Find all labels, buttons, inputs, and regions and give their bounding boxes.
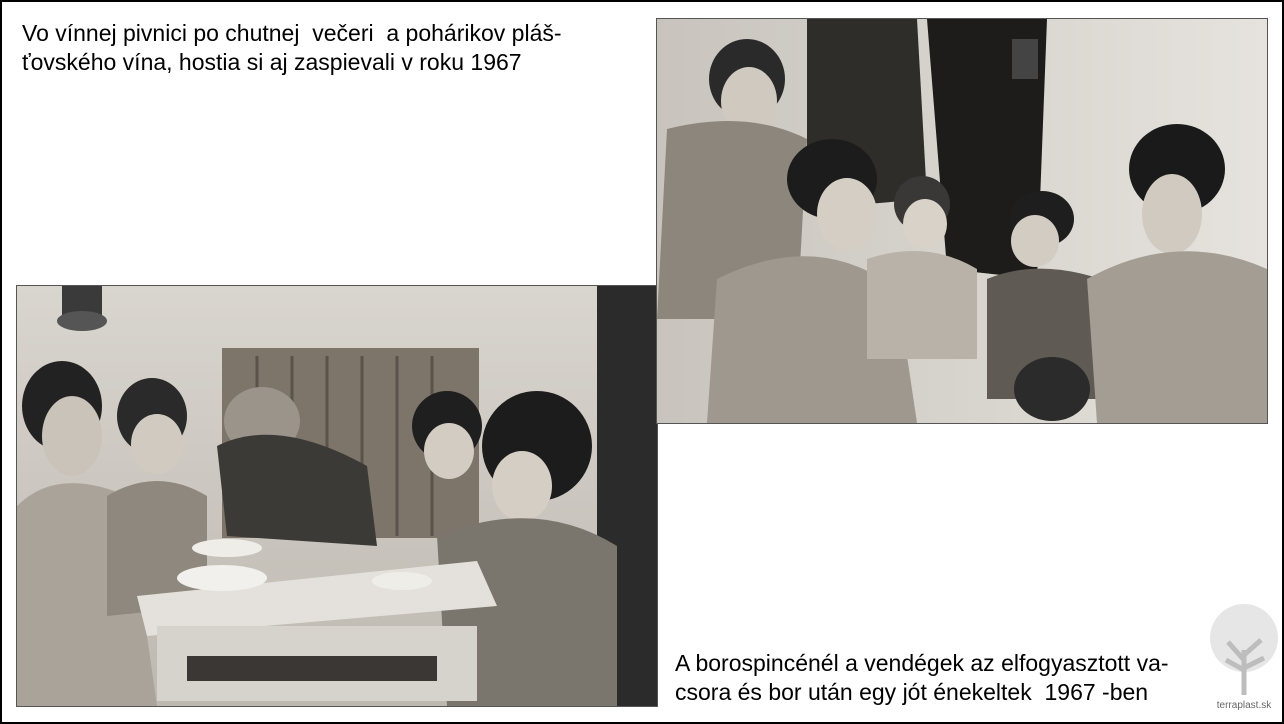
caption-slovak: Vo vínnej pivnici po chutnej večeri a pohárikov pláš- ťovského vína, hostia si aj zaspievali v roku 1967 [22,20,562,75]
photo-dinner-table [16,285,658,707]
tree-logo-icon [1206,600,1282,700]
caption-hungarian: A borospincénél a vendégek az elfogyasztott va- csora és bor után egy jót énekeltek 1967 -ben [675,650,1169,705]
photo-singing-guests [656,18,1268,424]
terraplast-logo [1206,600,1282,720]
logo-text: terraplast.sk [1216,700,1272,711]
